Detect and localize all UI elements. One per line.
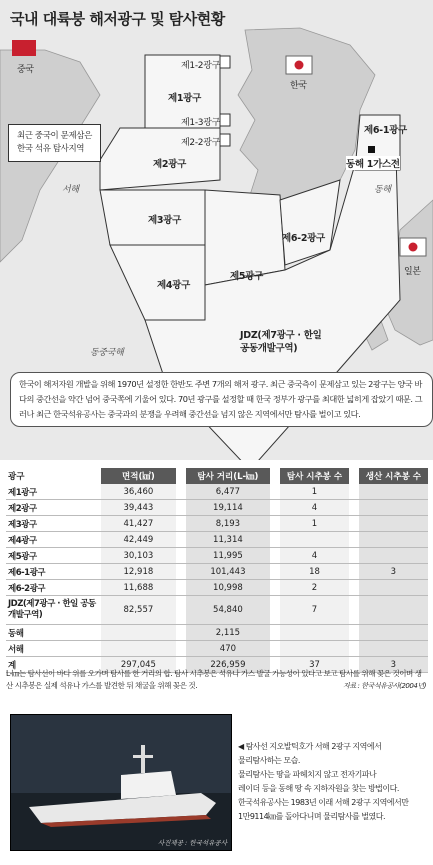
table-row (6, 532, 428, 548)
row-area: 41,427 (101, 516, 176, 532)
row-exp-wells (280, 625, 349, 641)
table-header-row (6, 468, 428, 484)
label-jdz-line1: JDZ(제7광구 · 한일 (240, 330, 322, 341)
table-row (6, 500, 428, 516)
row-prod-wells (359, 548, 428, 564)
block-2-2 (220, 134, 230, 146)
row-name: 서해 (6, 641, 101, 657)
row-exp-wells: 1 (280, 516, 349, 532)
row-prod-wells (359, 484, 428, 500)
footnote-text: L-㎞는 탐사선이 바다 위를 오가며 탐사를 한 거리의 합. 탐사 시추봉은 석유나 가스 발굴 가능성이 있다고 보고 탐사를 위해 꽂은 것이며 생산 시추봉은 실제 석유나 가스를 발견한 뒤 채굴을 위해 꽂은 것. (6, 669, 422, 690)
row-area: 12,918 (101, 564, 176, 580)
japan-flag-sun (409, 243, 418, 252)
row-exp-wells: 7 (280, 596, 349, 625)
table-row (6, 625, 428, 641)
block-1-3 (220, 114, 230, 126)
row-exp-wells: 4 (280, 548, 349, 564)
china-note-box (8, 124, 101, 162)
label-block-2-2: 제2-2광구 (181, 138, 220, 148)
header-distance: 탐사 거리(L-㎞) (186, 468, 271, 484)
photo-caption (238, 740, 428, 824)
table-row (6, 580, 428, 596)
row-name: 제3광구 (6, 516, 101, 532)
row-distance: 11,314 (186, 532, 271, 548)
row-distance: 19,114 (186, 500, 271, 516)
label-east-china-sea: 동중국해 (90, 348, 124, 358)
row-distance: 101,443 (186, 564, 271, 580)
row-exp-wells (280, 532, 349, 548)
label-japan: 일본 (404, 267, 421, 277)
row-distance: 10,998 (186, 580, 271, 596)
row-area: 297,045 (101, 657, 176, 673)
label-korea: 한국 (290, 81, 307, 91)
caption-line: 물리탐사는 땅을 파헤치지 않고 전자기파나 (238, 770, 377, 779)
row-exp-wells: 37 (280, 657, 349, 673)
header-prod-wells: 생산 시추봉 수 (359, 468, 428, 484)
label-block-1-2: 제1-2광구 (181, 61, 220, 71)
label-block-5: 제5광구 (230, 271, 263, 282)
block-table (6, 468, 428, 673)
row-distance: 470 (186, 641, 271, 657)
row-prod-wells (359, 580, 428, 596)
table-row (6, 548, 428, 564)
label-block-4: 제4광구 (157, 280, 190, 291)
row-exp-wells: 1 (280, 484, 349, 500)
row-name: 제4광구 (6, 532, 101, 548)
label-east-sea: 동해 (374, 185, 391, 195)
label-block-2: 제2광구 (153, 159, 186, 170)
table-row (6, 641, 428, 657)
header-area: 면적(㎢) (101, 468, 176, 484)
caption-line: 1만9114㎞를 돌아다니며 물리탐사를 벌였다. (238, 812, 386, 821)
table-row (6, 564, 428, 580)
row-name: 제6-1광구 (6, 564, 101, 580)
caption-line: ◀ 탐사선 지오발틱호가 서해 2광구 지역에서 (238, 742, 382, 751)
row-distance: 11,995 (186, 548, 271, 564)
row-area: 30,103 (101, 548, 176, 564)
row-exp-wells: 4 (280, 500, 349, 516)
row-prod-wells: 3 (359, 564, 428, 580)
row-name: 동해 (6, 625, 101, 641)
label-block-1: 제1광구 (168, 93, 201, 104)
ship-photo-svg (11, 715, 231, 850)
row-area: 36,460 (101, 484, 176, 500)
row-name: JDZ(제7광구 · 한일 공동개발구역) (6, 596, 101, 625)
gas-field-marker (368, 146, 375, 153)
label-jdz-line2: 공동개발구역) (240, 343, 298, 354)
row-distance: 6,477 (186, 484, 271, 500)
photo-credit: 사진제공 : 한국석유공사 (157, 839, 227, 847)
header-exp-wells: 탐사 시추봉 수 (280, 468, 349, 484)
ship-photo (10, 714, 232, 851)
row-prod-wells (359, 532, 428, 548)
table-row (6, 516, 428, 532)
row-prod-wells (359, 500, 428, 516)
page-title: 국내 대륙붕 해저광구 및 탐사현황 (10, 10, 225, 28)
label-block-1-3: 제1-3광구 (181, 118, 220, 128)
row-name: 제2광구 (6, 500, 101, 516)
block-1-2 (220, 56, 230, 68)
row-name: 계 (6, 657, 101, 673)
korea-flag-taeguk (295, 61, 304, 70)
table-row (6, 484, 428, 500)
row-prod-wells (359, 625, 428, 641)
row-exp-wells (280, 641, 349, 657)
row-name: 제6-2광구 (6, 580, 101, 596)
row-distance: 54,840 (186, 596, 271, 625)
label-west-sea: 서해 (62, 185, 79, 195)
row-area (101, 625, 176, 641)
caption-line: 레이더 등을 동해 땅 속 지하자원을 찾는 방법이다. (238, 784, 399, 793)
caption-line: 한국석유공사는 1983년 이래 서해 2광구 지역에서만 (238, 798, 409, 807)
row-name: 제5광구 (6, 548, 101, 564)
description-box: 한국이 해저자원 개발을 위해 1970년 설정한 한반도 주변 7개의 해저 광구. 최근 중국측이 문제삼고 있는 2광구는 양국 바다의 중간선을 약간 넘어 중국쪽에 기울어 있다. 70년 광구를 설정할 때 한국 정부가 광구를 최대한 넓히게 잡았기 때문. 그러나 최근 한국석유공사는 중국과의 분쟁을 우려해 중간선을 넘지 않은 지역에서만 탐사를 벌이고 있다. (10, 372, 433, 427)
label-china: 중국 (17, 65, 34, 75)
row-distance: 226,959 (186, 657, 271, 673)
label-block-6-2: 제6-2광구 (282, 233, 325, 244)
label-gas-field: 동해 1가스전 (346, 156, 400, 170)
china-note-line2: 한국 석유 탐사지역 (17, 144, 85, 154)
china-flag (12, 40, 36, 56)
table-row (6, 596, 428, 625)
row-exp-wells: 2 (280, 580, 349, 596)
row-prod-wells (359, 641, 428, 657)
row-prod-wells: 3 (359, 657, 428, 673)
china-note-line1: 최근 중국이 문제삼은 (17, 131, 92, 141)
caption-line: 물리탐사하는 모습. (238, 756, 300, 765)
label-block-3: 제3광구 (148, 215, 181, 226)
label-block-6-1: 제6-1광구 (364, 125, 407, 136)
row-area: 82,557 (101, 596, 176, 625)
row-distance: 2,115 (186, 625, 271, 641)
source-text: 자료 : 한국석유공사(2004년) (343, 682, 426, 690)
ship-superstructure (121, 771, 176, 799)
row-area: 39,443 (101, 500, 176, 516)
row-area: 11,688 (101, 580, 176, 596)
header-block: 광구 (6, 468, 101, 484)
footnote (6, 668, 426, 692)
row-distance: 8,193 (186, 516, 271, 532)
row-prod-wells (359, 516, 428, 532)
row-name: 제1광구 (6, 484, 101, 500)
row-prod-wells (359, 596, 428, 625)
row-area (101, 641, 176, 657)
row-exp-wells: 18 (280, 564, 349, 580)
row-area: 42,449 (101, 532, 176, 548)
